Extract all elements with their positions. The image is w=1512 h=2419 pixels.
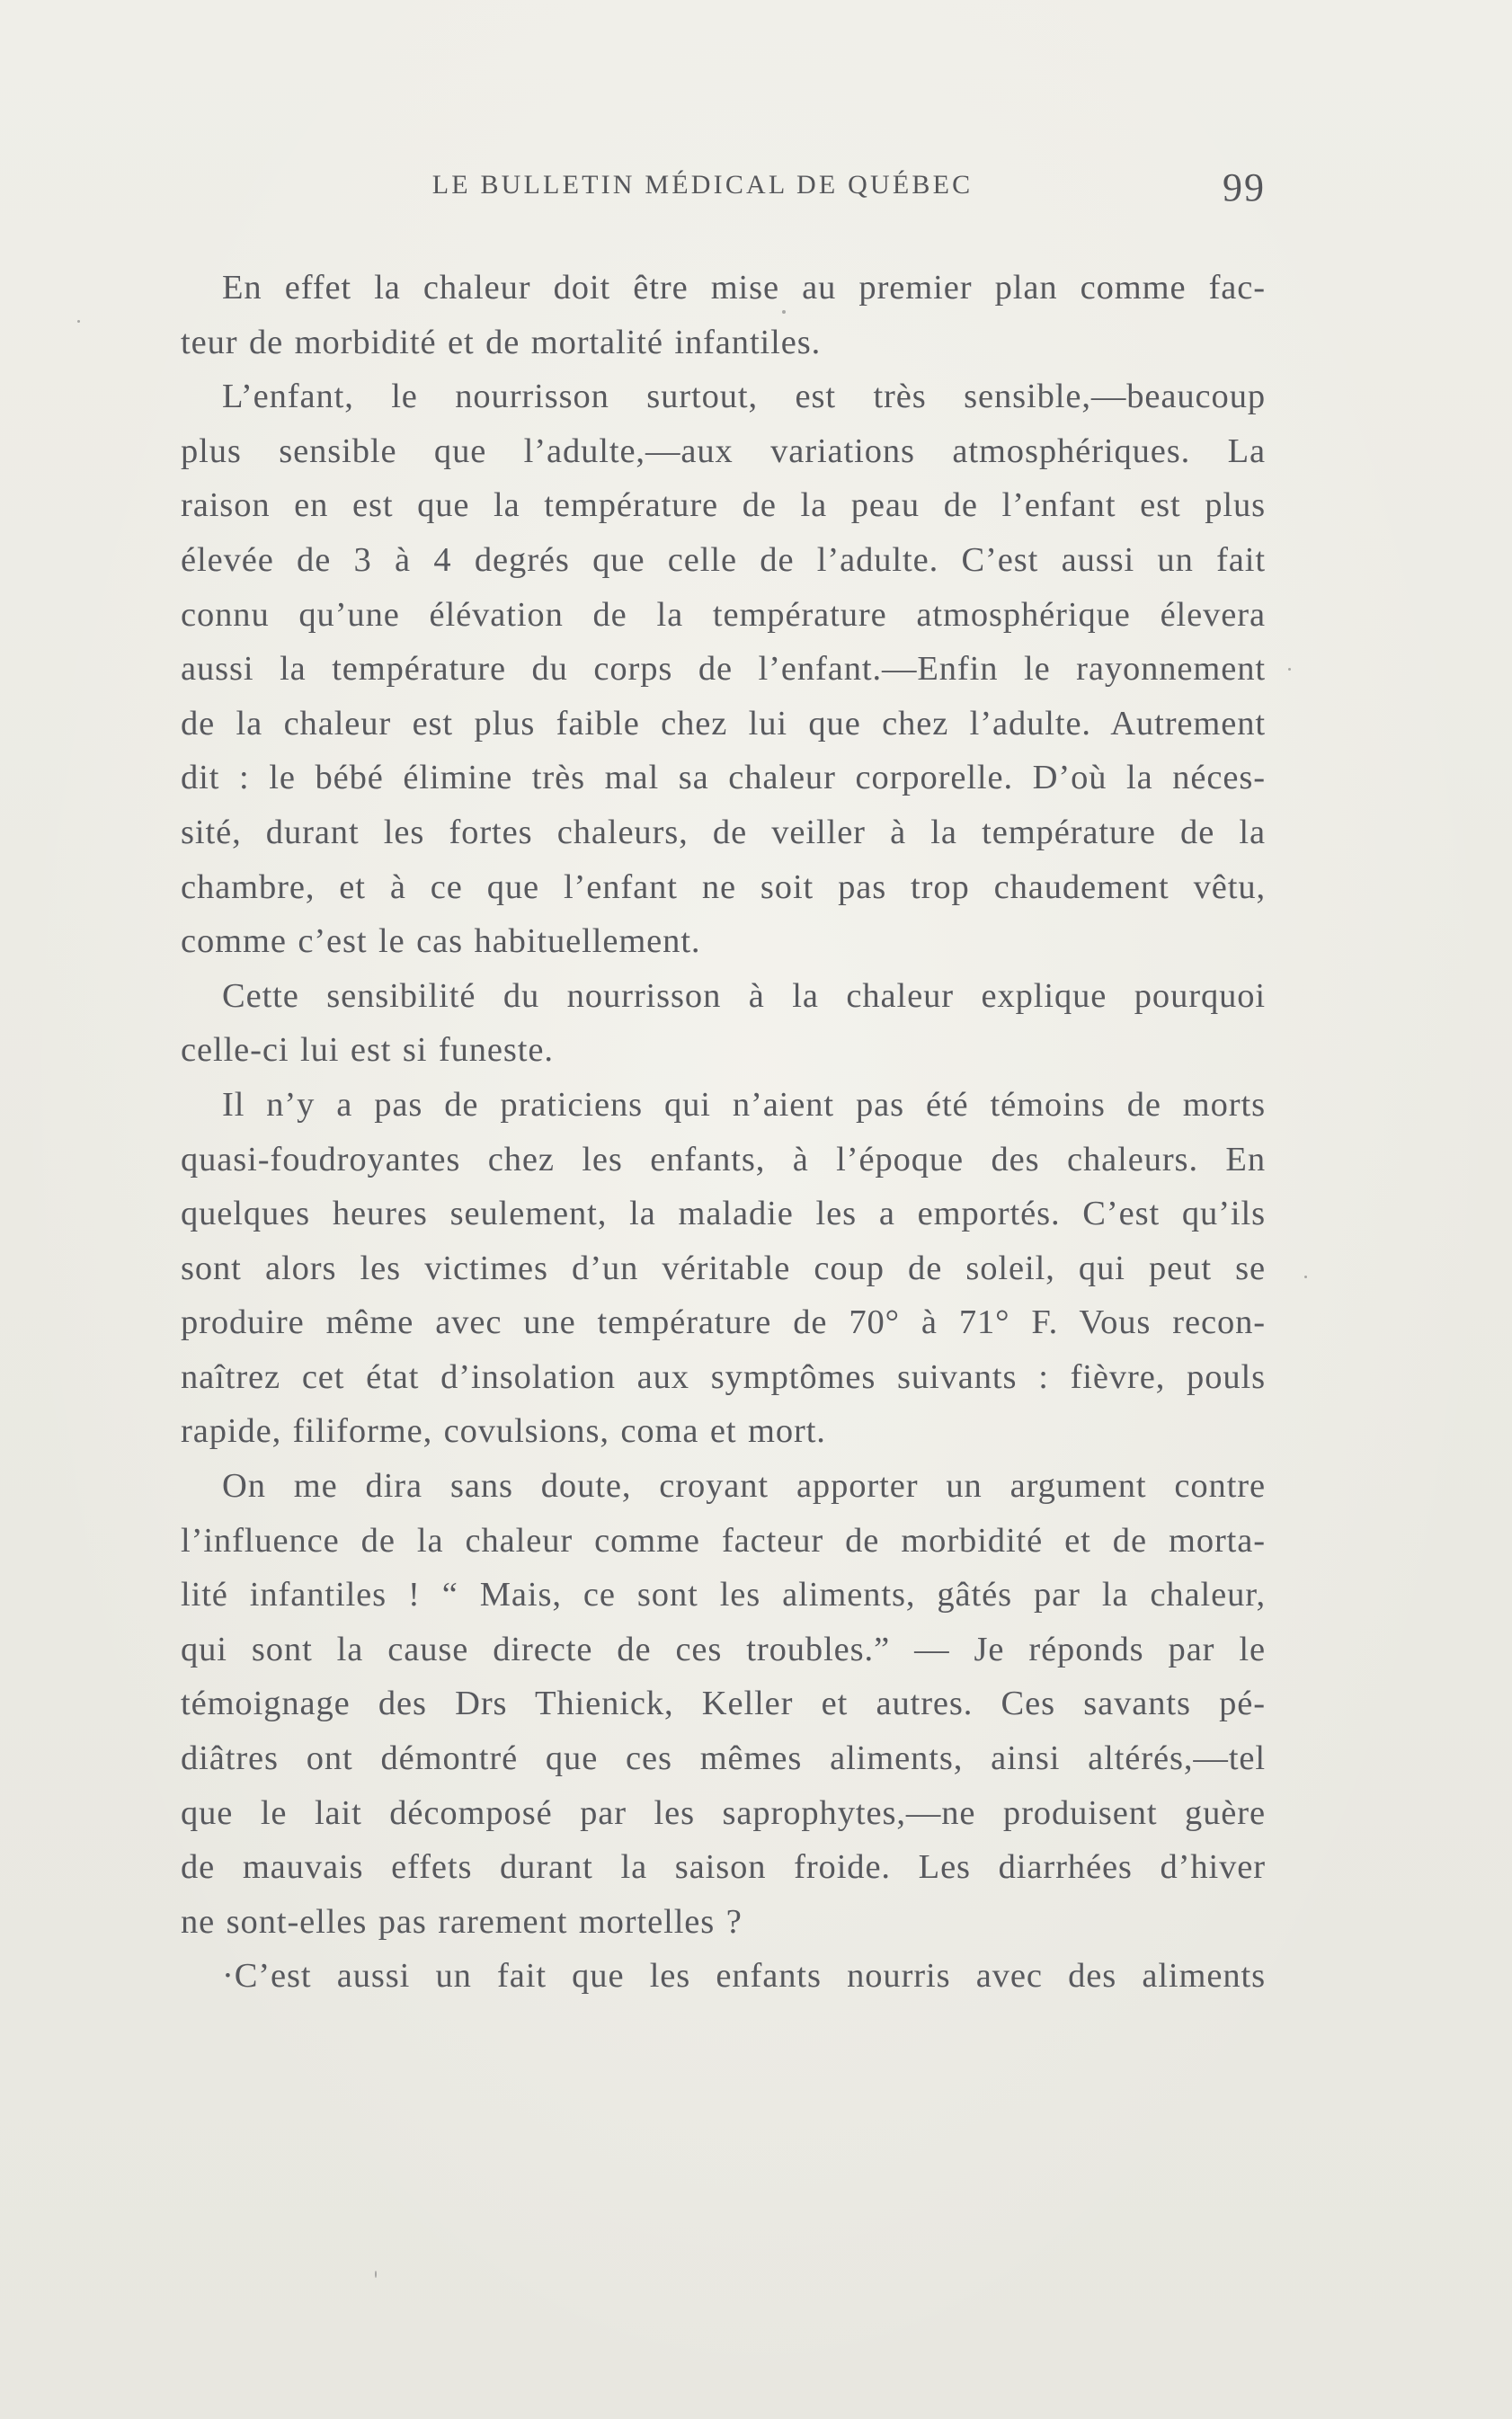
text-line: quelques heures seulement, la maladie les a emportés. C’est qu’ils <box>181 1195 1266 1233</box>
text-line: ne sont-elles pas rarement mortelles ? <box>181 1902 743 1941</box>
text-line: Cette sensibilité du nourrisson à la chaleur explique pourquoi <box>222 976 1266 1015</box>
text-line: raison en est que la température de la peau de l’enfant est plus <box>181 486 1266 525</box>
text-line: L’enfant, le nourrisson surtout, est très sensible,—beaucoup <box>222 378 1266 416</box>
text-line: témoignage des Drs Thienick, Keller et autres. Ces savants pé- <box>181 1685 1266 1723</box>
text-line: diâtres ont démontré que ces mêmes aliments, ainsi altérés,—tel <box>181 1739 1266 1778</box>
text-line: celle-ci lui est si funeste. <box>181 1031 554 1070</box>
text-line: de mauvais effets durant la saison froide. Les diarrhées d’hiver <box>181 1848 1266 1887</box>
text-line: teur de morbidité et de mortalité infantiles. <box>181 323 822 361</box>
text-line: lité infantiles ! “ Mais, ce sont les aliments, gâtés par la chaleur, <box>181 1576 1266 1614</box>
text-line: En effet la chaleur doit être mise au premier plan comme fac- <box>222 269 1266 307</box>
text-line: l’influence de la chaleur comme facteur de morbidité et de morta- <box>181 1521 1266 1560</box>
text-line: ·C’est aussi un fait que les enfants nourris avec des aliments <box>222 1957 1266 1996</box>
text-line: qui sont la cause directe de ces troubles.” — Je réponds par le <box>181 1630 1266 1668</box>
running-title: LE BULLETIN MÉDICAL DE QUÉBEC <box>431 170 974 200</box>
text-line: chambre, et à ce que l’enfant ne soit pas trop chaudement vêtu, <box>181 867 1266 906</box>
paper-speck <box>1288 668 1291 671</box>
text-line: aussi la température du corps de l’enfant.—Enfin le rayonnement <box>181 650 1266 689</box>
text-line: connu qu’une élévation de la température atmosphérique élevera <box>181 595 1266 634</box>
text-line: Il n’y a pas de praticiens qui n’aient pas été témoins de morts <box>222 1085 1266 1124</box>
running-head <box>139 165 1266 218</box>
paragraph-sensitivity-explains <box>139 969 1266 1078</box>
text-line: quasi-foudroyantes chez les enfants, à l’époque des chaleurs. En <box>181 1140 1266 1178</box>
text-line: de la chaleur est plus faible chez lui que chez l’adulte. Autrement <box>181 704 1266 743</box>
paragraph-infant-sensitivity <box>139 369 1266 969</box>
body-text <box>139 261 1266 2004</box>
text-line: sité, durant les fortes chaleurs, de veiller à la température de la <box>181 813 1266 851</box>
text-line: plus sensible que l’adulte,—aux variations atmosphériques. La <box>181 431 1266 470</box>
text-line: dit : le bébé élimine très mal sa chaleur corporelle. D’où la néces- <box>181 759 1266 797</box>
text-line: produire même avec une température de 70° à 71° F. Vous recon- <box>181 1303 1266 1342</box>
text-line: sont alors les victimes d’un véritable coup de soleil, qui peut se <box>181 1249 1266 1287</box>
text-line: On me dira sans doute, croyant apporter un argument contre <box>222 1467 1266 1506</box>
page-number: 99 <box>1223 165 1266 209</box>
paper-speck <box>375 2271 377 2278</box>
paragraph-sudden-deaths <box>139 1078 1266 1459</box>
text-line: comme c’est le cas habituellement. <box>181 922 701 961</box>
text-line: naîtrez cet état d’insolation aux symptômes suivants : fièvre, pouls <box>181 1357 1266 1396</box>
text-line: rapide, filiforme, covulsions, coma et mort. <box>181 1412 826 1451</box>
paper-speck <box>77 320 80 323</box>
paper-speck <box>1304 1276 1307 1278</box>
paragraph-spoiled-food-argument <box>139 1459 1266 1949</box>
text-line: élevée de 3 à 4 degrés que celle de l’adulte. C’est aussi un fait <box>181 540 1266 579</box>
paragraph-fed-children <box>139 1949 1266 2004</box>
paragraph-heat-factor <box>139 261 1266 369</box>
paper-speck <box>782 310 786 314</box>
text-line: que le lait décomposé par les saprophytes,—ne produisent guère <box>181 1793 1266 1832</box>
